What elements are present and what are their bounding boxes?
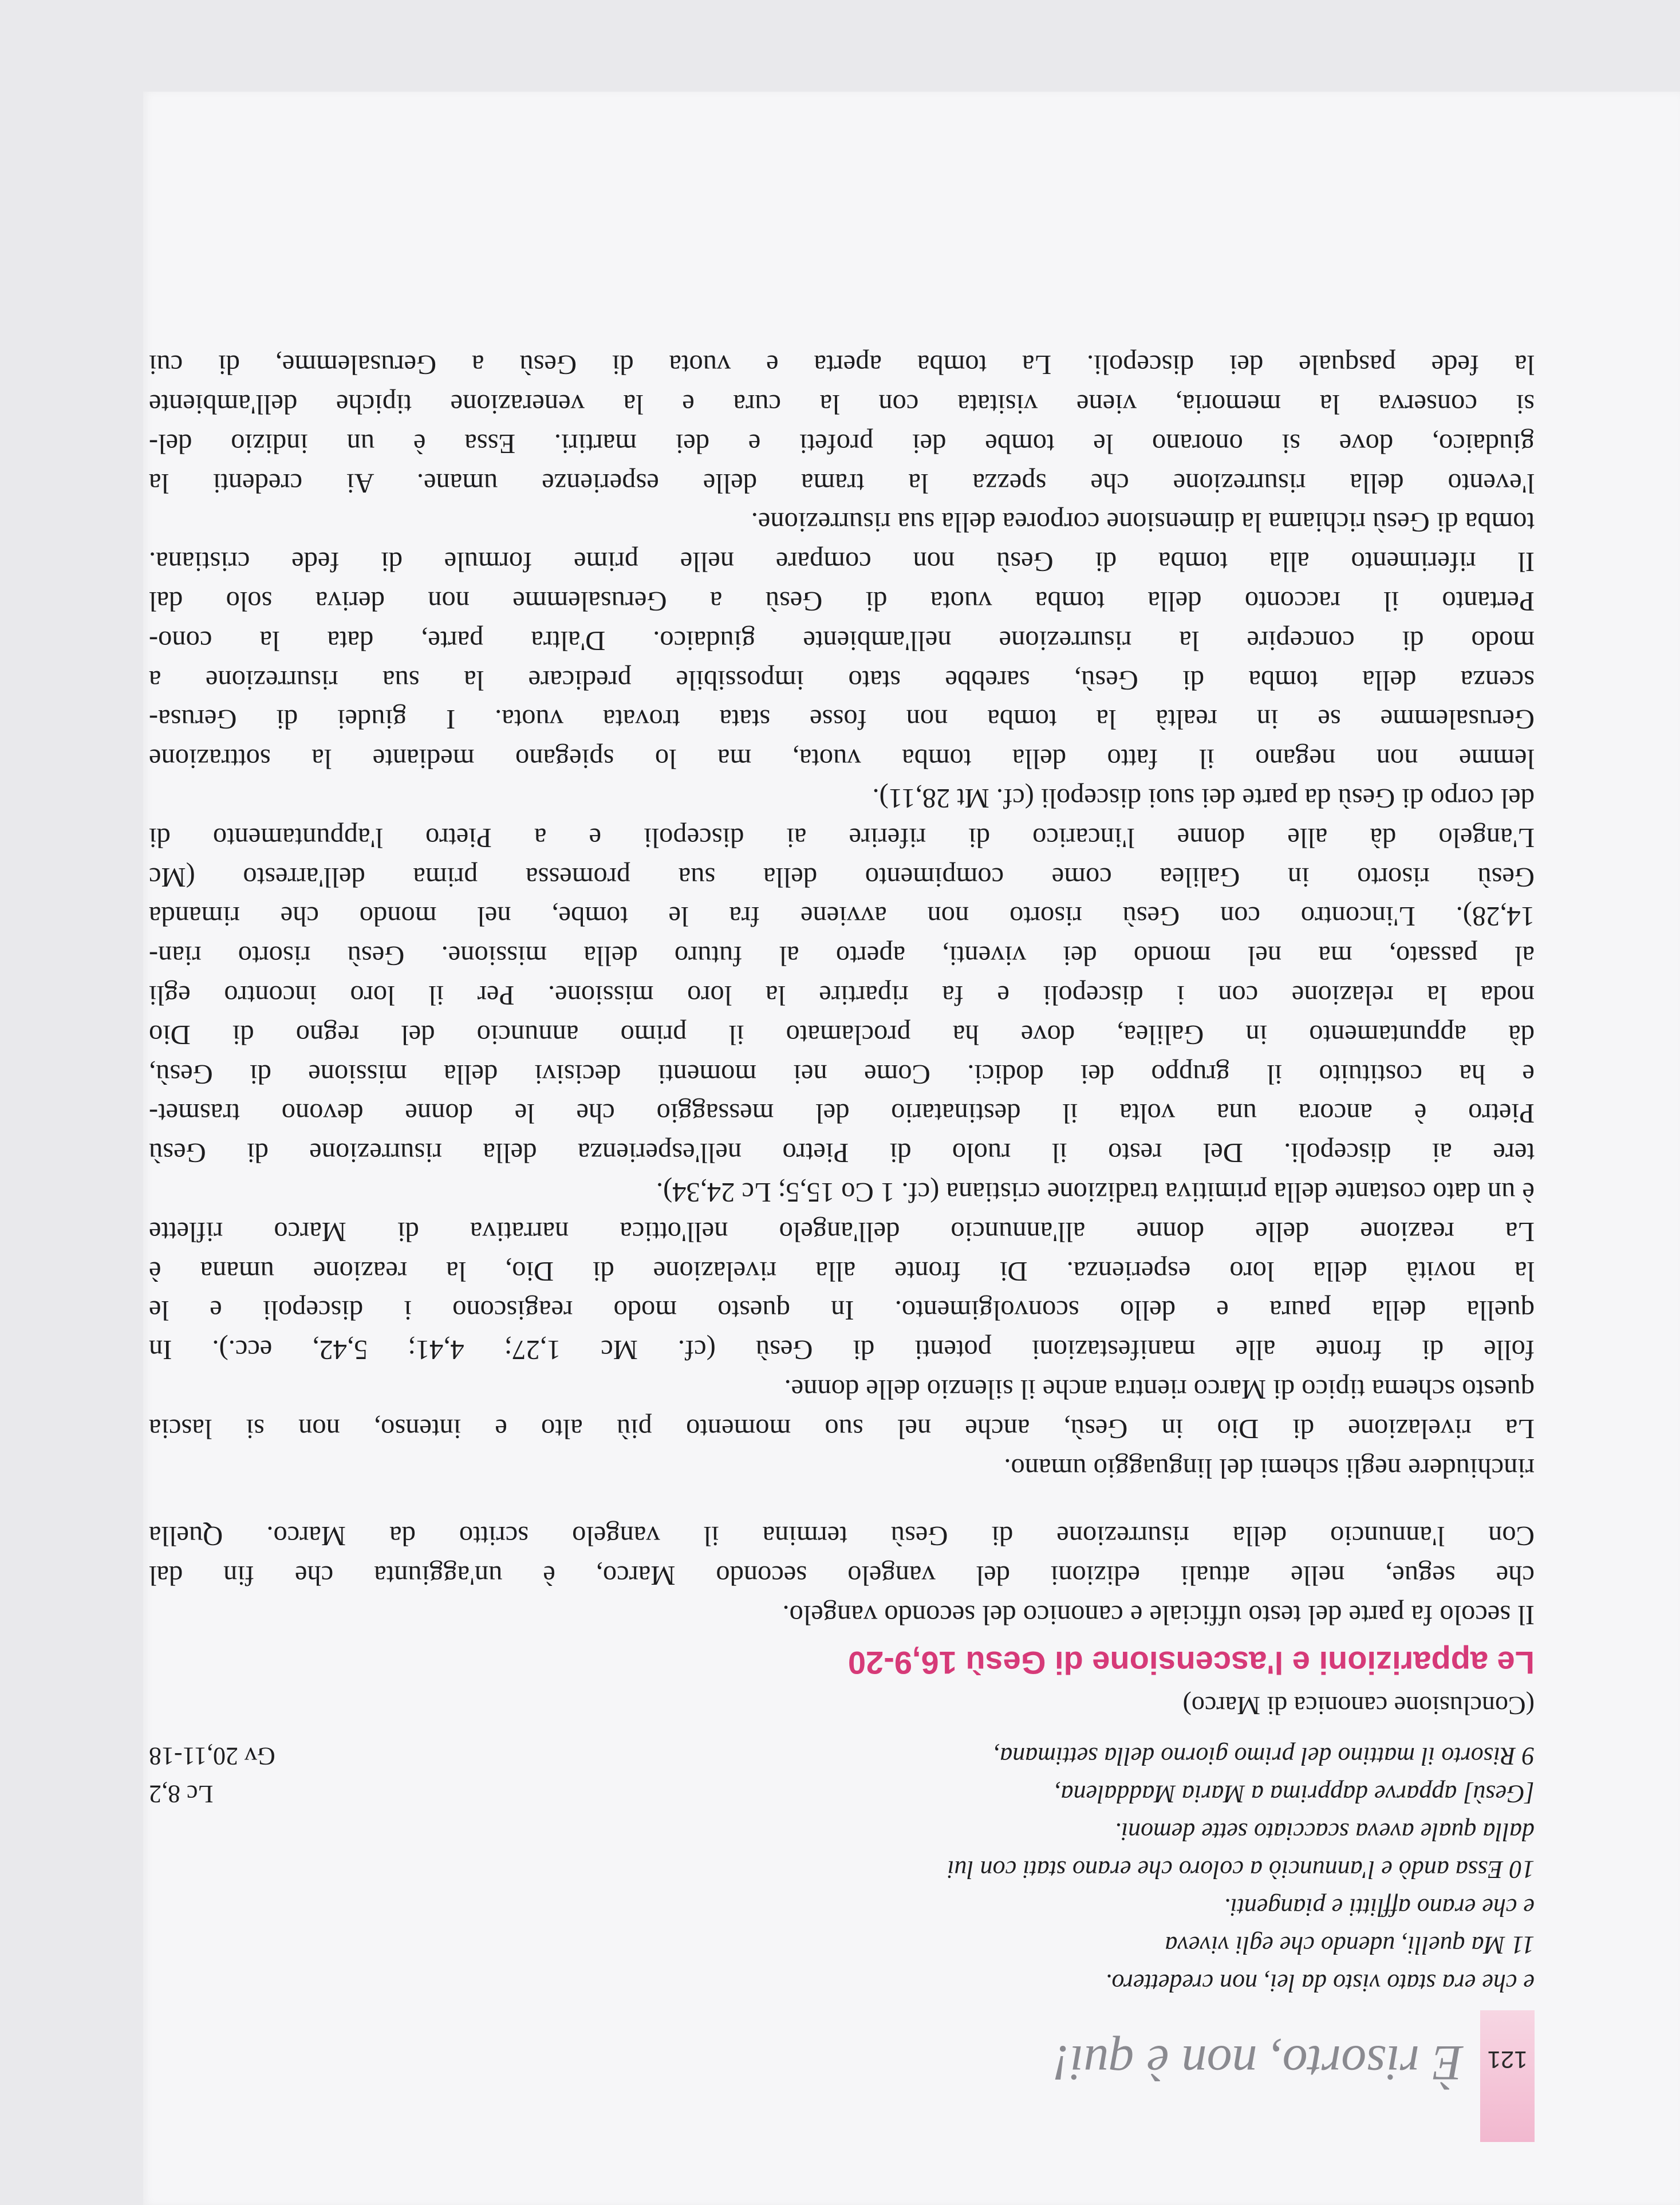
verse-line	[149, 1888, 1535, 1926]
text-line: modo di concepire la risurrezione nell'ambiente giudaico. D'altra parte, data la cono-	[149, 625, 1535, 656]
text-line: del corpo di Gesù da parte dei suoi discepoli (cf. Mt 28,11).	[872, 783, 1535, 814]
text-line: lemme non negano il fatto della tomba vuota, ma lo spiegano mediante la sottrazione	[149, 743, 1535, 774]
commentary-text	[149, 345, 1535, 1635]
text-line: rinchiudere negli schemi del linguaggio umano.	[1004, 1452, 1535, 1483]
cross-reference: Lc 8,2	[149, 1780, 214, 1808]
text-line: Pietro è ancora una volta il destinatario del messaggio che le donne devono trasmet-	[149, 1098, 1535, 1129]
verse-text: 9 Risorto il mattino del primo giorno della settimana,	[993, 1742, 1535, 1770]
text-line: Il riferimento alla tomba di Gesù non compare nelle prime formule di fede cristiana.	[149, 546, 1535, 577]
scripture-quote	[149, 1737, 1535, 2002]
section-subtitle: (Conclusione canonica di Marco)	[1182, 1691, 1535, 1720]
text-line: Gesù risorto in Galilea come compimento della sua promessa prima dell'arresto (Mc	[149, 861, 1535, 892]
verse-text: dalla quale aveva scacciato sette demoni.	[1114, 1818, 1535, 1846]
page-header	[149, 2010, 1535, 2142]
book-page	[149, 97, 1535, 2142]
text-line: e ha costituito il gruppo dei dodici. Come nei momenti decisivi della missione di Gesù,	[149, 1058, 1535, 1089]
section-heading: Le apparizioni e l'ascensione di Gesù 16,9-20	[847, 1645, 1535, 1681]
text-line: l'evento della risurrezione che spezza la trama delle esperienze umane. Ai credenti la	[149, 467, 1535, 498]
verse-text: 10 Essa andò e l'annunciò a coloro che erano stati con lui	[947, 1856, 1535, 1884]
verse-text: e che era stato visto da lei, non credettero.	[1105, 1969, 1535, 1997]
verse-line	[149, 1775, 1535, 1813]
verse-text: e che erano afflitti e piangenti.	[1224, 1893, 1535, 1922]
verse-text: [Gesù] apparve dapprima a Maria Maddalena,	[1054, 1780, 1535, 1808]
page-number-tab	[1480, 2010, 1535, 2142]
text-line: tere ai discepoli. Del resto il ruolo di Pietro nell'esperienza della risurrezione di Gesù	[149, 1137, 1535, 1168]
text-line: tomba di Gesù richiama la dimensione corporea della sua risurrezione.	[751, 507, 1535, 538]
text-line: 14,28). L'incontro con Gesù risorto non avviene fra le tombe, nel mondo che rimanda	[149, 901, 1535, 932]
verse-text: 11 Ma quelli, udendo che egli viveva	[1165, 1931, 1535, 1959]
text-line: Gerusalemme se in realtà la tomba non fosse stata trovata vuota. I giudei di Gerusa-	[149, 704, 1535, 735]
text-line: Pertanto il racconto della tomba vuota di Gesù a Gerusalemme non deriva solo dal	[149, 586, 1535, 617]
text-line: Il secolo fa parte del testo ufficiale e canonico del secondo vangelo.	[782, 1600, 1535, 1630]
text-line: è un dato costante della primitiva tradizione cristiana (cf. 1 Co 15,5; Lc 24,34).	[656, 1177, 1535, 1208]
verse-line	[149, 1964, 1535, 2002]
text-line: quella della paura e dello sconvolgimento. In questo modo reagiscono i discepoli e le	[149, 1295, 1535, 1326]
verse-line	[149, 1850, 1535, 1888]
cross-reference: Gv 20,11-18	[149, 1742, 275, 1770]
text-line: scenza della tomba di Gesù, sarebbe stato impossibile predicare la sua risurrezione a	[149, 664, 1535, 695]
verse-line	[149, 1737, 1535, 1775]
text-line: dà appuntamento in Galilea, dove ha proclamato il primo annuncio del regno di Dio	[149, 1019, 1535, 1050]
text-line: Con l'annuncio della risurrezione di Gesù termina il vangelo scritto da Marco. Quella	[149, 1521, 1535, 1552]
verse-line	[149, 1813, 1535, 1850]
text-line: La reazione delle donne all'annuncio dell'angelo nell'ottica narrativa di Marco riflette	[149, 1216, 1535, 1247]
text-line: noda la relazione con i discepoli e fa ripartire la loro missione. Per il loro incontro egli	[149, 980, 1535, 1011]
text-line: che segue, nelle attuali edizioni del vangelo secondo Marco, è un'aggiunta che fin dal	[149, 1560, 1535, 1591]
text-line: si conserva la memoria, viene visitata con la cura e la venerazione tipiche dell'ambiente	[149, 389, 1535, 420]
text-line: la novità della loro esperienza. Di fronte alla rivelazione di Dio, la reazione umana è	[149, 1255, 1535, 1286]
text-line: folle di fronte alle manifestazioni potenti di Gesù (cf. Mc 1,27; 4,41; 5,42, ecc.). In	[149, 1334, 1535, 1365]
text-line: giudaico, dove si onorano le tombe dei profeti e dei martiri. Essa è un indizio del-	[149, 428, 1535, 459]
page-number: 121	[1487, 2046, 1528, 2073]
text-line: al passato, ma nel mondo dei viventi, aperto al futuro della missione. Gesù risorto rian-	[149, 940, 1535, 971]
text-line: questo schema tipico di Marco rientra anche il silenzio delle donne.	[784, 1374, 1535, 1405]
text-line: la fede pasquale dei discepoli. La tomba aperta e vuota di Gesù a Gerusalemme, di cui	[149, 349, 1535, 380]
running-title: È risorto, non è qui!	[1052, 2035, 1463, 2090]
verse-line	[149, 1926, 1535, 1964]
paragraph-gap	[149, 1487, 1535, 1516]
text-line: L'angelo dà alle donne l'incarico di riferire ai discepoli e a Pietro l'appuntamento di	[149, 822, 1535, 853]
body-text	[149, 345, 1535, 2002]
text-line: La rivelazione di Dio in Gesù, anche nel suo momento più alto e intenso, non si lascia	[149, 1413, 1535, 1444]
